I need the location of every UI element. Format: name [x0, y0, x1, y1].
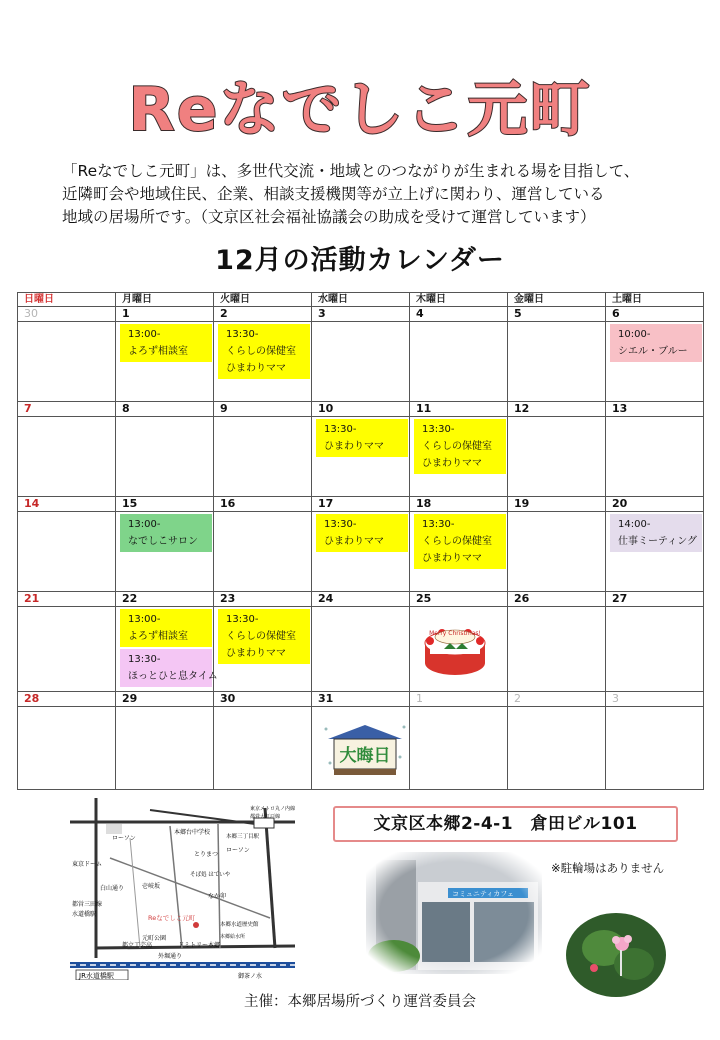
map-label-sobaya: そば処 はていや	[190, 872, 231, 878]
day-cell	[18, 607, 116, 692]
date-number: 12	[508, 402, 606, 417]
event-title: ほっとひと息タイム	[128, 671, 218, 682]
event-block	[218, 609, 310, 664]
day-cell	[606, 607, 704, 692]
date-number: 8	[116, 402, 214, 417]
map-label-here: Reなでしこ元町	[148, 914, 196, 922]
day-cell	[214, 707, 312, 790]
event-title: ひまわりママ	[226, 363, 286, 374]
day-cell	[214, 607, 312, 692]
event-block	[316, 514, 408, 552]
date-number: 30	[18, 307, 116, 322]
date-number: 9	[214, 402, 312, 417]
date-number: 2	[508, 692, 606, 707]
map-label-hongo-kyukan: 本郷給水所	[220, 934, 246, 940]
page-title: Reなでしこ元町	[128, 75, 592, 145]
day-cell	[214, 417, 312, 497]
date-number: 4	[410, 307, 508, 322]
event-title: シエル・ブルー	[618, 346, 688, 357]
day-cell	[116, 607, 218, 692]
day-cell	[508, 512, 606, 592]
map-label-suido-rekishi: 本郷水道歴史館	[220, 922, 259, 928]
event-block	[218, 324, 310, 379]
day-cell	[312, 322, 410, 402]
week-events-row	[18, 607, 704, 692]
event-title: なでしこサロン	[128, 536, 198, 547]
day-cell	[606, 512, 704, 592]
date-number: 7	[18, 402, 116, 417]
date-number: 13	[606, 402, 704, 417]
day-cell	[18, 322, 116, 402]
flower-photo	[564, 912, 668, 998]
day-cell	[116, 512, 214, 592]
day-cell	[214, 322, 312, 402]
day-cell	[312, 512, 410, 592]
event-title: ひまわりママ	[422, 553, 482, 564]
map-label-kogei: 都立工芸高	[122, 942, 153, 949]
day-cell	[410, 322, 508, 402]
event-title: ひまわりママ	[226, 648, 286, 659]
week-events-row	[18, 417, 704, 497]
day-cell	[214, 512, 312, 592]
event-time: 13:30-	[324, 424, 357, 435]
map-label-toriyamu: とりまつ	[194, 851, 219, 858]
date-number: 1	[116, 307, 214, 322]
event-title: ひまわりママ	[324, 441, 384, 452]
event-time: 13:30-	[128, 654, 161, 665]
date-number: 23	[214, 592, 312, 607]
day-cell	[312, 607, 410, 692]
event-title: くらしの保健室	[422, 536, 492, 547]
weekday-mon: 月曜日	[116, 293, 214, 307]
event-title: ひまわりママ	[324, 536, 384, 547]
map-label-motomachi-park: 元町公園	[142, 935, 167, 942]
weekday-thu: 木曜日	[410, 293, 508, 307]
event-time: 10:00-	[618, 329, 651, 340]
access-map	[70, 798, 295, 980]
day-cell	[410, 417, 508, 497]
event-title: くらしの保健室	[226, 631, 296, 642]
week-number-row	[18, 592, 704, 607]
day-cell	[606, 417, 704, 497]
event-time: 13:30-	[422, 424, 455, 435]
weekday-sun: 日曜日	[18, 293, 116, 307]
date-number: 18	[410, 497, 508, 512]
day-cell	[18, 417, 116, 497]
event-block	[316, 419, 408, 457]
date-number: 2	[214, 307, 312, 322]
day-cell	[312, 417, 410, 497]
parking-note: ※駐輪場はありません	[551, 861, 665, 875]
omisoka-text: 大晦日	[339, 746, 391, 766]
weekday-fri: 金曜日	[508, 293, 606, 307]
event-block	[120, 514, 212, 552]
date-number: 10	[312, 402, 410, 417]
event-block	[120, 609, 212, 647]
date-number: 19	[508, 497, 606, 512]
event-block	[414, 419, 506, 474]
week-events-row	[18, 322, 704, 402]
event-title: 仕事ミーティング	[618, 536, 697, 547]
christmas-cake-icon	[420, 613, 490, 679]
calendar-title: 12月の活動カレンダー	[215, 245, 505, 276]
cake-text: Merry Christmas!	[429, 630, 481, 637]
map-label-mita: 都営三田線	[72, 901, 103, 908]
event-time: 13:30-	[226, 329, 259, 340]
day-cell	[508, 607, 606, 692]
weekday-tue: 火曜日	[214, 293, 312, 307]
day-cell	[410, 707, 508, 790]
day-cell	[508, 417, 606, 497]
intro-line-1: 「Reなでしこ元町」は、多世代交流・地域とのつながりが生まれる場を目指して、	[62, 162, 640, 180]
activity-calendar	[17, 292, 704, 790]
event-time: 13:00-	[128, 519, 161, 530]
date-number: 5	[508, 307, 606, 322]
day-cell	[410, 512, 508, 592]
map-label-nakaka: なか卯	[208, 893, 227, 900]
date-number: 14	[18, 497, 116, 512]
date-number: 11	[410, 402, 508, 417]
date-number: 25	[410, 592, 508, 607]
day-cell	[410, 607, 508, 692]
date-number: 3	[312, 307, 410, 322]
date-number: 6	[606, 307, 704, 322]
date-number: 1	[410, 692, 508, 707]
event-title: くらしの保健室	[226, 346, 296, 357]
day-cell	[312, 707, 410, 790]
week-number-row	[18, 402, 704, 417]
day-cell	[508, 322, 606, 402]
event-block	[120, 324, 212, 362]
day-cell	[116, 417, 214, 497]
event-title: ひまわりママ	[422, 458, 482, 469]
date-number: 24	[312, 592, 410, 607]
week-events-row	[18, 707, 704, 790]
event-block	[414, 514, 506, 569]
day-cell	[606, 707, 704, 790]
date-number: 28	[18, 692, 116, 707]
omisoka-icon	[320, 717, 410, 783]
event-block	[610, 324, 702, 362]
date-number: 17	[312, 497, 410, 512]
intro-text	[62, 160, 702, 229]
event-block	[120, 649, 218, 687]
map-label-lawson: ローソン	[226, 847, 250, 854]
date-number: 26	[508, 592, 606, 607]
map-label-tokyodome: 東京ドーム	[72, 861, 103, 868]
map-label-jr: JR水道橋駅	[79, 972, 114, 980]
map-label-suidobashi: 水道橋駅	[72, 911, 97, 918]
date-number: 15	[116, 497, 214, 512]
address-box: 文京区本郷2-4-1 倉田ビル101	[333, 806, 678, 842]
date-number: 20	[606, 497, 704, 512]
shop-photo	[366, 852, 542, 974]
date-number: 31	[312, 692, 410, 707]
event-block	[610, 514, 702, 552]
map-label-hakusan: 白山通り	[100, 885, 125, 892]
map-label-marunouchi: 東京メトロ丸ノ内線	[250, 806, 295, 812]
map-pin-icon	[193, 922, 199, 928]
map-label-matsuzaka: 壱岐坂	[142, 883, 161, 890]
day-cell	[18, 707, 116, 790]
event-time: 13:30-	[324, 519, 357, 530]
intro-line-3: 地域の居場所です。（文京区社会福祉協議会の助成を受けて運営しています）	[62, 208, 596, 226]
event-time: 14:00-	[618, 519, 651, 530]
date-number: 21	[18, 592, 116, 607]
map-label-school: 本郷台中学校	[174, 829, 211, 836]
event-time: 13:00-	[128, 329, 161, 340]
map-label-ministop: ドミトリー本郷	[178, 942, 221, 949]
map-label-lawson: ローソン	[112, 835, 136, 842]
map-label-sotobori: 外堀通り	[158, 953, 183, 960]
date-number: 16	[214, 497, 312, 512]
week-number-row	[18, 307, 704, 322]
day-cell	[116, 707, 214, 790]
week-number-row	[18, 692, 704, 707]
date-number: 29	[116, 692, 214, 707]
day-cell	[116, 322, 214, 402]
day-cell	[18, 512, 116, 592]
event-time: 13:30-	[422, 519, 455, 530]
day-cell	[508, 707, 606, 790]
map-label-hongo-sanchome: 本郷三丁目駅	[226, 834, 260, 840]
event-time: 13:00-	[128, 614, 161, 625]
date-number: 27	[606, 592, 704, 607]
map-label-ochanomizu: 御茶ノ水	[238, 973, 263, 980]
sponsor-text: 主催：本郷居場所づくり運営委員会	[244, 994, 476, 1010]
date-number: 22	[116, 592, 214, 607]
event-title: くらしの保健室	[422, 441, 492, 452]
weekday-sat: 土曜日	[606, 293, 704, 307]
weekday-wed: 水曜日	[312, 293, 410, 307]
date-number: 30	[214, 692, 312, 707]
map-label-oedo: 都営大江戸線	[250, 814, 281, 820]
event-title: よろず相談室	[128, 631, 188, 642]
weekday-header-row	[18, 293, 704, 307]
week-events-row	[18, 512, 704, 592]
event-title: よろず相談室	[128, 346, 188, 357]
date-number: 3	[606, 692, 704, 707]
event-time: 13:30-	[226, 614, 259, 625]
week-number-row	[18, 497, 704, 512]
day-cell	[606, 322, 704, 402]
intro-line-2: 近隣町会や地域住民、企業、相談支援機関等が立上げに関わり、運営している	[62, 185, 605, 203]
